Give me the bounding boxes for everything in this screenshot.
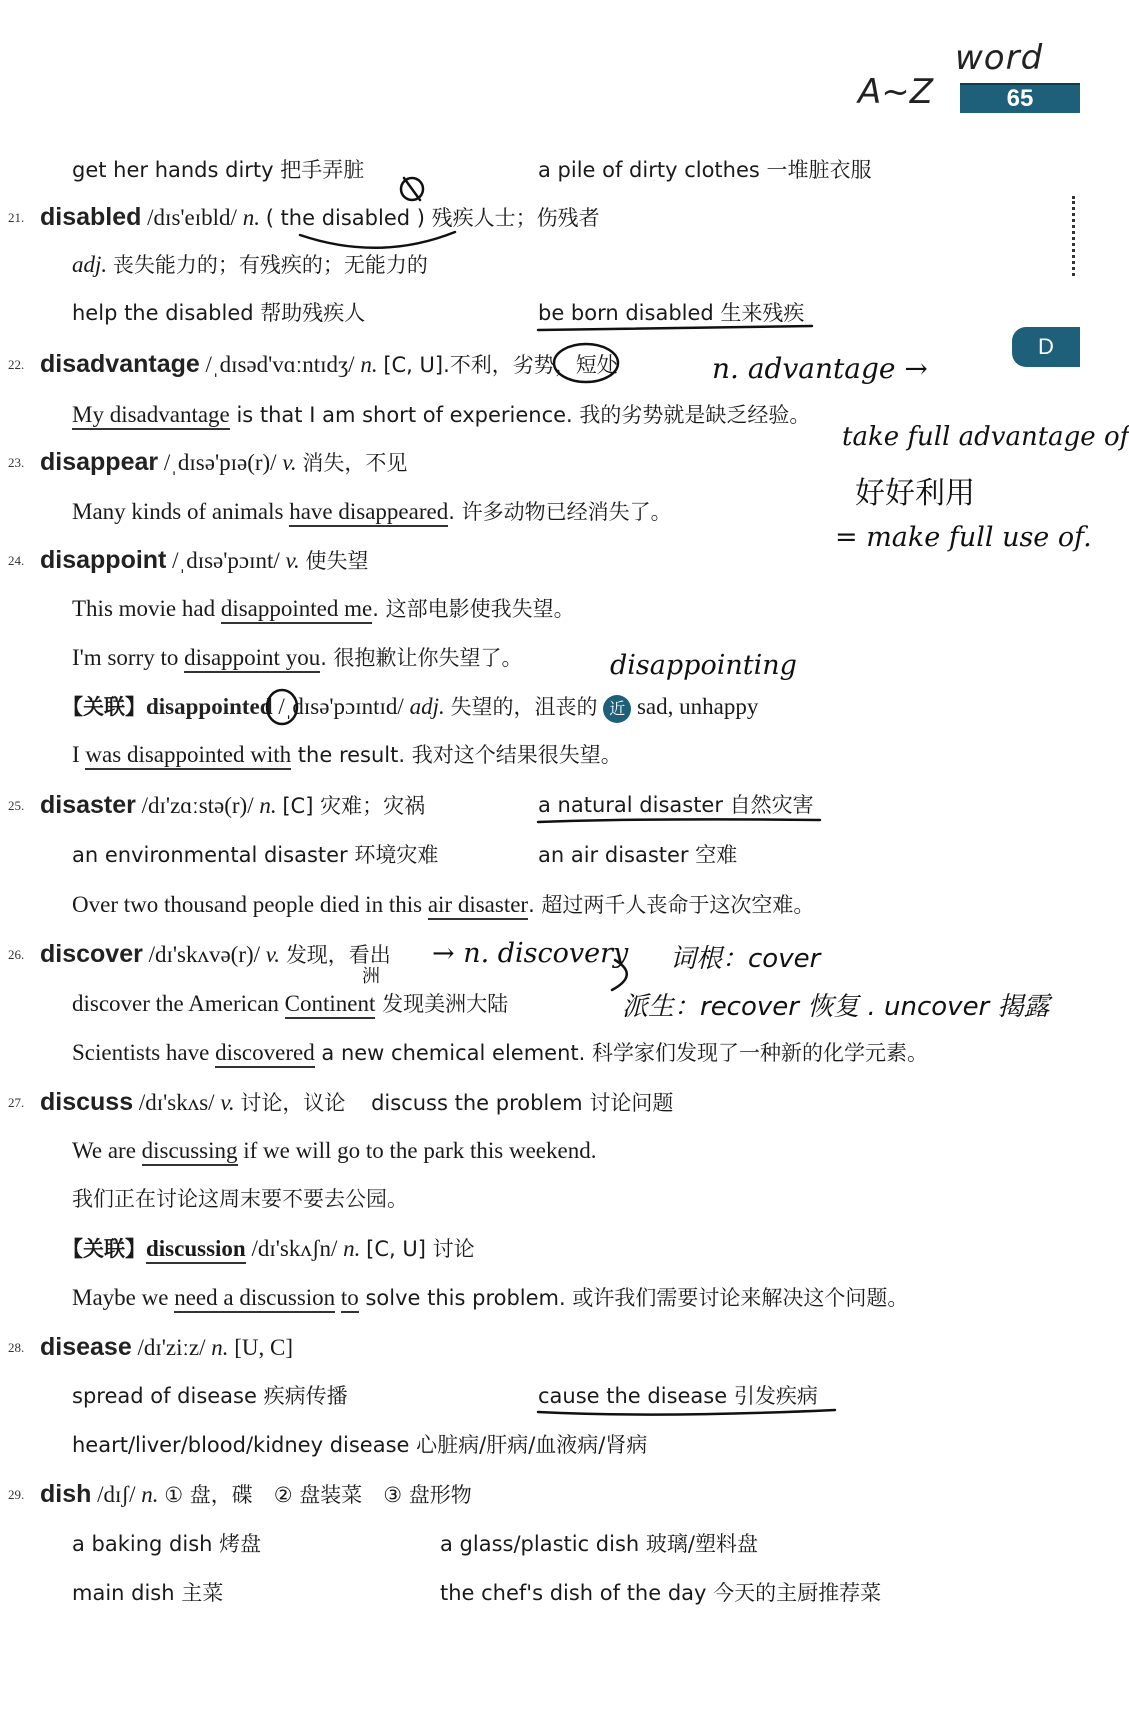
example: I was disappointed with the result. 我对这个结果很失望。 — [72, 740, 622, 770]
example: help the disabled 帮助残疾人 — [72, 301, 366, 325]
example-translation: 我们正在讨论这周末要不要去公园。 — [72, 1187, 408, 1211]
related-disappointed: 【关联】disappointed /ˌdɪsə'pɔɪntɪd/ adj. 失望的，沮丧的 近 sad, unhappy — [62, 692, 758, 723]
entry-number: 23. — [8, 455, 25, 470]
entry-number: 29. — [8, 1487, 25, 1502]
header-range-label: A~Z — [858, 72, 934, 112]
entry-number: 21. — [8, 210, 25, 225]
example: main dish 主菜 — [72, 1581, 224, 1605]
entry-disappear: disappear /ˌdɪsə'pɪə(r)/ v. 消失，不见 — [40, 448, 408, 476]
example: cause the disease 引发疾病 — [538, 1384, 818, 1408]
section-tab-d[interactable]: D — [1012, 327, 1080, 367]
entry-discover: discover /dɪ'skʌvə(r)/ v. 发现，看出 — [40, 940, 391, 968]
handwritten-note: disappointing — [610, 650, 797, 681]
entry-number: 24. — [8, 553, 25, 568]
example: heart/liver/blood/kidney disease 心脏病/肝病/血液病/肾病 — [72, 1433, 648, 1457]
headword: disaster — [40, 791, 136, 819]
entry-number: 26. — [8, 947, 25, 962]
headword: disappear — [40, 448, 159, 476]
entry-number: 27. — [8, 1095, 25, 1110]
example: a natural disaster 自然灾害 — [538, 793, 814, 817]
intro-left: get her hands dirty 把手弄脏 — [72, 158, 365, 182]
example: a baking dish 烤盘 — [72, 1532, 262, 1556]
headword: disabled — [40, 203, 142, 231]
headword: disappoint — [40, 546, 167, 574]
entry-discuss: discuss /dɪ'skʌs/ v. 讨论，议论 discuss the problem 讨论问题 — [40, 1088, 674, 1116]
handwritten-note: n. advantage → — [712, 352, 928, 385]
example: be born disabled 生来残疾 — [538, 301, 805, 325]
handwritten-note: 词根：cover — [670, 944, 821, 974]
entry-disabled: disabled /dɪs'eɪbld/ n. ( the disabled ) 残疾人士；伤残者 — [40, 203, 600, 231]
example: Many kinds of animals have disappeared. 许多动物已经消失了。 — [72, 497, 672, 527]
entry-disabled-adj: adj. 丧失能力的；有残疾的；无能力的 — [72, 252, 428, 277]
intro-right: a pile of dirty clothes 一堆脏衣服 — [538, 158, 872, 182]
handwritten-note: 洲 — [362, 966, 380, 987]
example: a glass/plastic dish 玻璃/塑料盘 — [440, 1532, 758, 1556]
handwritten-note: take full advantage of — [842, 422, 1129, 452]
example: the chef's dish of the day 今天的主厨推荐菜 — [440, 1581, 882, 1605]
example: I'm sorry to disappoint you. 很抱歉让你失望了。 — [72, 643, 523, 673]
entry-disaster: disaster /dɪ'zɑːstə(r)/ n. [C] 灾难；灾祸 — [40, 791, 426, 819]
page-number-badge: 65 — [960, 83, 1080, 113]
example: discover the American Continent 发现美洲大陆 — [72, 989, 508, 1019]
example: Over two thousand people died in this air disaster. 超过两千人丧命于这次空难。 — [72, 890, 814, 920]
entry-dish: dish /dɪʃ/ n. ① 盘，碟 ② 盘装菜 ③ 盘形物 — [40, 1480, 472, 1508]
example: My disadvantage is that I am short of experience. 我的劣势就是缺乏经验。 — [72, 400, 810, 430]
entry-number: 28. — [8, 1340, 25, 1355]
example: Maybe we need a discussion to solve this problem. 或许我们需要讨论来解决这个问题。 — [72, 1283, 908, 1313]
example: We are discussing if we will go to the park this weekend. — [72, 1136, 596, 1166]
entry-disappoint: disappoint /ˌdɪsə'pɔɪnt/ v. 使失望 — [40, 546, 369, 574]
example: spread of disease 疾病传播 — [72, 1384, 348, 1408]
headword: disease — [40, 1333, 132, 1361]
headword: dish — [40, 1480, 92, 1508]
example: This movie had disappointed me. 这部电影使我失望。 — [72, 594, 575, 624]
example: an environmental disaster 环境灾难 — [72, 843, 439, 867]
headword: discover — [40, 940, 143, 968]
handwritten-note: 派生：recover 恢复 . uncover 揭露 — [622, 992, 1050, 1022]
related-discussion: 【关联】discussion /dɪ'skʌʃn/ n. [C, U] 讨论 — [62, 1234, 475, 1264]
entry-disease: disease /dɪ'ziːz/ n. [U, C] — [40, 1333, 294, 1361]
header-word-label: word — [955, 38, 1044, 78]
example: an air disaster 空难 — [538, 843, 738, 867]
headword: discuss — [40, 1088, 134, 1116]
handwritten-note: → n. discovery — [432, 938, 629, 969]
entry-number: 22. — [8, 357, 25, 372]
headword: disadvantage — [40, 350, 200, 378]
synonym-badge: 近 — [603, 695, 631, 723]
entry-number: 25. — [8, 798, 25, 813]
example: Scientists have discovered a new chemical element. 科学家们发现了一种新的化学元素。 — [72, 1038, 928, 1068]
handwritten-note: = make full use of. — [835, 522, 1092, 553]
entry-disadvantage: disadvantage /ˌdɪsəd'vɑːntɪdʒ/ n. [C, U].不利，劣势，短处 — [40, 350, 618, 378]
handwritten-note: 好好利用 — [855, 476, 975, 511]
